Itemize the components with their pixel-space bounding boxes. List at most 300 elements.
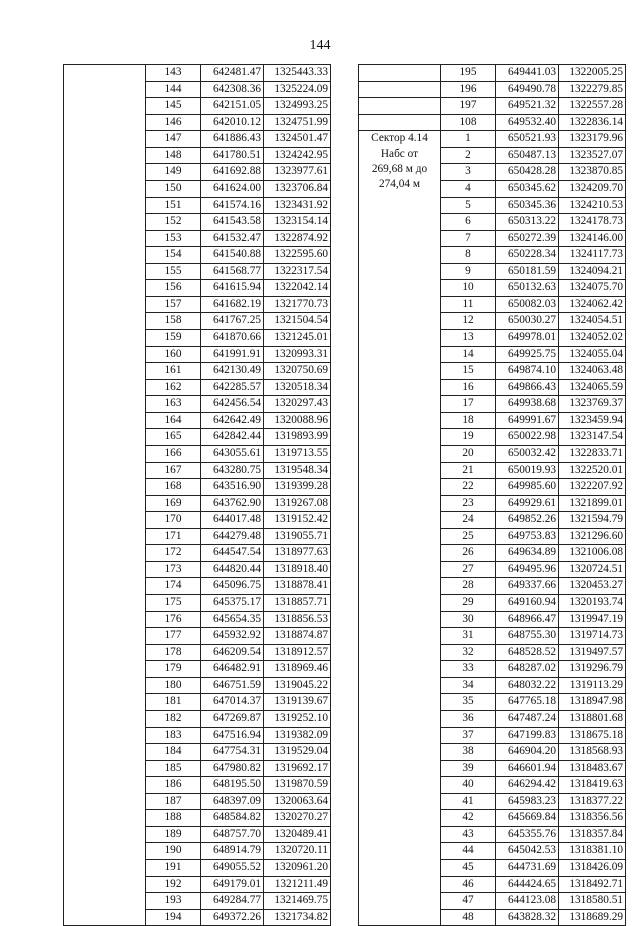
point-number: 157 bbox=[146, 296, 201, 313]
coordinate-x: 649929.61 bbox=[496, 495, 559, 512]
coordinate-x: 646601.94 bbox=[496, 760, 559, 777]
coordinate-y: 1318874.87 bbox=[264, 628, 331, 645]
coordinate-x: 647199.83 bbox=[496, 727, 559, 744]
point-number: 15 bbox=[441, 363, 496, 380]
coordinate-y: 1318356.56 bbox=[559, 810, 626, 827]
point-number: 187 bbox=[146, 793, 201, 810]
point-number: 108 bbox=[441, 114, 496, 131]
coordinate-x: 649284.77 bbox=[201, 893, 264, 910]
coordinate-y: 1318357.84 bbox=[559, 826, 626, 843]
sector-label-line: 274,04 м bbox=[378, 178, 421, 191]
coordinate-x: 648397.09 bbox=[201, 793, 264, 810]
coordinate-x: 648966.47 bbox=[496, 611, 559, 628]
coordinate-x: 650428.28 bbox=[496, 164, 559, 181]
coordinate-y: 1322279.85 bbox=[559, 81, 626, 98]
point-number: 22 bbox=[441, 479, 496, 496]
coordinates-table-left bbox=[63, 64, 331, 926]
coordinate-y: 1324501.47 bbox=[264, 131, 331, 148]
point-number: 174 bbox=[146, 578, 201, 595]
coordinate-x: 650272.39 bbox=[496, 230, 559, 247]
coordinate-x: 642151.05 bbox=[201, 98, 264, 115]
coordinate-y: 1321504.54 bbox=[264, 313, 331, 330]
coordinate-y: 1324242.95 bbox=[264, 147, 331, 164]
point-number: 144 bbox=[146, 81, 201, 98]
point-number: 17 bbox=[441, 396, 496, 413]
coordinate-y: 1319548.34 bbox=[264, 462, 331, 479]
point-number: 181 bbox=[146, 694, 201, 711]
point-number: 168 bbox=[146, 479, 201, 496]
coordinate-y: 1318947.98 bbox=[559, 694, 626, 711]
point-number: 169 bbox=[146, 495, 201, 512]
coordinate-x: 650521.93 bbox=[496, 131, 559, 148]
coordinate-x: 645932.92 bbox=[201, 628, 264, 645]
point-number: 8 bbox=[441, 247, 496, 264]
coordinate-y: 1319692.17 bbox=[264, 760, 331, 777]
coordinate-x: 649874.10 bbox=[496, 363, 559, 380]
point-number: 12 bbox=[441, 313, 496, 330]
table-row bbox=[359, 65, 626, 82]
coordinate-y: 1318689.29 bbox=[559, 909, 626, 926]
point-number: 148 bbox=[146, 147, 201, 164]
coordinate-y: 1321245.01 bbox=[264, 330, 331, 347]
point-number: 20 bbox=[441, 445, 496, 462]
coordinate-y: 1322207.92 bbox=[559, 479, 626, 496]
coordinate-x: 649521.32 bbox=[496, 98, 559, 115]
coordinate-x: 646294.42 bbox=[496, 777, 559, 794]
coordinate-x: 641532.47 bbox=[201, 230, 264, 247]
point-number: 176 bbox=[146, 611, 201, 628]
point-number: 177 bbox=[146, 628, 201, 645]
coordinate-y: 1320453.27 bbox=[559, 578, 626, 595]
coordinate-x: 649372.26 bbox=[201, 909, 264, 926]
coordinate-x: 648914.79 bbox=[201, 843, 264, 860]
coordinate-x: 650228.34 bbox=[496, 247, 559, 264]
group-cell-empty bbox=[359, 114, 441, 131]
coordinate-y: 1318878.41 bbox=[264, 578, 331, 595]
coordinate-x: 645375.17 bbox=[201, 595, 264, 612]
coordinate-y: 1323179.96 bbox=[559, 131, 626, 148]
coordinate-y: 1323431.92 bbox=[264, 197, 331, 214]
coordinate-y: 1319045.22 bbox=[264, 677, 331, 694]
coordinates-table-right bbox=[358, 64, 626, 926]
coordinate-x: 642308.36 bbox=[201, 81, 264, 98]
coordinate-y: 1318483.67 bbox=[559, 760, 626, 777]
point-number: 6 bbox=[441, 214, 496, 231]
group-cell-empty bbox=[359, 65, 441, 82]
point-number: 166 bbox=[146, 445, 201, 462]
coordinate-y: 1324210.53 bbox=[559, 197, 626, 214]
point-number: 162 bbox=[146, 379, 201, 396]
coordinate-x: 648032.22 bbox=[496, 677, 559, 694]
coordinate-y: 1318675.18 bbox=[559, 727, 626, 744]
coordinate-x: 642481.47 bbox=[201, 65, 264, 82]
point-number: 156 bbox=[146, 280, 201, 297]
coordinate-y: 1320724.51 bbox=[559, 561, 626, 578]
point-number: 153 bbox=[146, 230, 201, 247]
point-number: 1 bbox=[441, 131, 496, 148]
coordinate-x: 644017.48 bbox=[201, 512, 264, 529]
coordinate-y: 1318419.63 bbox=[559, 777, 626, 794]
coordinate-y: 1319947.19 bbox=[559, 611, 626, 628]
coordinate-y: 1323147.54 bbox=[559, 429, 626, 446]
coordinate-x: 650022.98 bbox=[496, 429, 559, 446]
coordinate-y: 1322317.54 bbox=[264, 263, 331, 280]
coordinate-x: 643055.61 bbox=[201, 445, 264, 462]
coordinate-x: 641624.00 bbox=[201, 180, 264, 197]
coordinate-y: 1319714.73 bbox=[559, 628, 626, 645]
point-number: 42 bbox=[441, 810, 496, 827]
coordinate-x: 643762.90 bbox=[201, 495, 264, 512]
coordinate-x: 645355.76 bbox=[496, 826, 559, 843]
point-number: 158 bbox=[146, 313, 201, 330]
point-number: 11 bbox=[441, 296, 496, 313]
point-number: 184 bbox=[146, 744, 201, 761]
coordinate-y: 1324062.42 bbox=[559, 296, 626, 313]
coordinate-x: 641543.58 bbox=[201, 214, 264, 231]
point-number: 185 bbox=[146, 760, 201, 777]
coordinate-x: 650313.22 bbox=[496, 214, 559, 231]
point-number: 172 bbox=[146, 545, 201, 562]
coordinate-y: 1320993.31 bbox=[264, 346, 331, 363]
point-number: 159 bbox=[146, 330, 201, 347]
coordinate-y: 1324751.99 bbox=[264, 114, 331, 131]
point-number: 150 bbox=[146, 180, 201, 197]
coordinate-y: 1318912.57 bbox=[264, 644, 331, 661]
coordinate-x: 648755.30 bbox=[496, 628, 559, 645]
point-number: 30 bbox=[441, 611, 496, 628]
point-number: 39 bbox=[441, 760, 496, 777]
point-number: 27 bbox=[441, 561, 496, 578]
coordinate-y: 1319152.42 bbox=[264, 512, 331, 529]
coordinate-y: 1325224.09 bbox=[264, 81, 331, 98]
coordinate-y: 1320063.64 bbox=[264, 793, 331, 810]
point-number: 171 bbox=[146, 528, 201, 545]
coordinate-y: 1318856.53 bbox=[264, 611, 331, 628]
point-number: 196 bbox=[441, 81, 496, 98]
point-number: 191 bbox=[146, 860, 201, 877]
coordinate-y: 1324117.73 bbox=[559, 247, 626, 264]
coordinate-y: 1321006.08 bbox=[559, 545, 626, 562]
coordinate-y: 1319382.09 bbox=[264, 727, 331, 744]
coordinate-x: 642010.12 bbox=[201, 114, 264, 131]
coordinate-x: 641870.66 bbox=[201, 330, 264, 347]
point-number: 41 bbox=[441, 793, 496, 810]
table-row bbox=[359, 131, 626, 148]
coordinate-y: 1320193.74 bbox=[559, 595, 626, 612]
point-number: 37 bbox=[441, 727, 496, 744]
point-number: 143 bbox=[146, 65, 201, 82]
coordinate-x: 649866.43 bbox=[496, 379, 559, 396]
coordinate-y: 1324075.70 bbox=[559, 280, 626, 297]
coordinate-x: 649441.03 bbox=[496, 65, 559, 82]
coordinate-x: 649852.26 bbox=[496, 512, 559, 529]
point-number: 194 bbox=[146, 909, 201, 926]
point-number: 36 bbox=[441, 710, 496, 727]
point-number: 19 bbox=[441, 429, 496, 446]
coordinate-x: 648528.52 bbox=[496, 644, 559, 661]
coordinate-x: 649753.83 bbox=[496, 528, 559, 545]
point-number: 5 bbox=[441, 197, 496, 214]
coordinate-y: 1318969.46 bbox=[264, 661, 331, 678]
coordinate-y: 1324094.21 bbox=[559, 263, 626, 280]
point-number: 182 bbox=[146, 710, 201, 727]
point-number: 48 bbox=[441, 909, 496, 926]
coordinate-y: 1320270.27 bbox=[264, 810, 331, 827]
coordinate-x: 644547.54 bbox=[201, 545, 264, 562]
coordinate-y: 1318801.68 bbox=[559, 710, 626, 727]
coordinate-y: 1322836.14 bbox=[559, 114, 626, 131]
point-number: 10 bbox=[441, 280, 496, 297]
coordinate-y: 1321594.79 bbox=[559, 512, 626, 529]
coordinate-x: 644123.08 bbox=[496, 893, 559, 910]
point-number: 179 bbox=[146, 661, 201, 678]
coordinate-x: 644731.69 bbox=[496, 860, 559, 877]
sector-label-cell bbox=[359, 131, 441, 926]
point-number: 26 bbox=[441, 545, 496, 562]
coordinate-x: 650345.62 bbox=[496, 180, 559, 197]
point-number: 43 bbox=[441, 826, 496, 843]
coordinate-y: 1323870.85 bbox=[559, 164, 626, 181]
coordinate-y: 1324178.73 bbox=[559, 214, 626, 231]
point-number: 190 bbox=[146, 843, 201, 860]
coordinate-y: 1319713.55 bbox=[264, 445, 331, 462]
coordinate-y: 1323769.37 bbox=[559, 396, 626, 413]
coordinate-x: 641692.88 bbox=[201, 164, 264, 181]
coordinate-y: 1321469.75 bbox=[264, 893, 331, 910]
coordinate-y: 1322042.14 bbox=[264, 280, 331, 297]
point-number: 31 bbox=[441, 628, 496, 645]
coordinate-x: 648287.02 bbox=[496, 661, 559, 678]
point-number: 7 bbox=[441, 230, 496, 247]
sector-label-line: 269,68 м до bbox=[371, 163, 428, 176]
coordinate-x: 641615.94 bbox=[201, 280, 264, 297]
coordinate-x: 649337.66 bbox=[496, 578, 559, 595]
coordinate-x: 649532.40 bbox=[496, 114, 559, 131]
coordinate-y: 1320297.43 bbox=[264, 396, 331, 413]
coordinate-y: 1322557.28 bbox=[559, 98, 626, 115]
table-row bbox=[359, 98, 626, 115]
coordinate-x: 650032.42 bbox=[496, 445, 559, 462]
point-number: 35 bbox=[441, 694, 496, 711]
coordinate-y: 1320961.20 bbox=[264, 860, 331, 877]
point-number: 180 bbox=[146, 677, 201, 694]
point-number: 151 bbox=[146, 197, 201, 214]
coordinate-y: 1319870.59 bbox=[264, 777, 331, 794]
coordinate-x: 644279.48 bbox=[201, 528, 264, 545]
point-number: 175 bbox=[146, 595, 201, 612]
coordinate-x: 647487.24 bbox=[496, 710, 559, 727]
point-number: 197 bbox=[441, 98, 496, 115]
point-number: 23 bbox=[441, 495, 496, 512]
coordinate-y: 1319113.29 bbox=[559, 677, 626, 694]
coordinate-x: 649179.01 bbox=[201, 876, 264, 893]
coordinate-x: 649991.67 bbox=[496, 412, 559, 429]
coordinate-y: 1322005.25 bbox=[559, 65, 626, 82]
coordinate-y: 1320088.96 bbox=[264, 412, 331, 429]
coordinate-y: 1318426.09 bbox=[559, 860, 626, 877]
point-number: 45 bbox=[441, 860, 496, 877]
coordinate-x: 649978.01 bbox=[496, 330, 559, 347]
coordinate-x: 644820.44 bbox=[201, 561, 264, 578]
coordinate-y: 1320750.69 bbox=[264, 363, 331, 380]
coordinate-y: 1324055.04 bbox=[559, 346, 626, 363]
point-number: 167 bbox=[146, 462, 201, 479]
table-row bbox=[359, 114, 626, 131]
coordinate-y: 1319296.79 bbox=[559, 661, 626, 678]
coordinate-x: 650132.63 bbox=[496, 280, 559, 297]
coordinate-x: 641991.91 bbox=[201, 346, 264, 363]
coordinate-y: 1318381.10 bbox=[559, 843, 626, 860]
coordinate-y: 1324063.48 bbox=[559, 363, 626, 380]
point-number: 18 bbox=[441, 412, 496, 429]
group-cell-empty bbox=[64, 65, 146, 926]
coordinate-x: 642130.49 bbox=[201, 363, 264, 380]
coordinate-y: 1319139.67 bbox=[264, 694, 331, 711]
coordinate-x: 643280.75 bbox=[201, 462, 264, 479]
group-cell-empty bbox=[359, 98, 441, 115]
coordinate-y: 1325443.33 bbox=[264, 65, 331, 82]
point-number: 145 bbox=[146, 98, 201, 115]
point-number: 3 bbox=[441, 164, 496, 181]
point-number: 47 bbox=[441, 893, 496, 910]
point-number: 13 bbox=[441, 330, 496, 347]
point-number: 32 bbox=[441, 644, 496, 661]
coordinate-y: 1319055.71 bbox=[264, 528, 331, 545]
point-number: 163 bbox=[146, 396, 201, 413]
coordinate-x: 648757.70 bbox=[201, 826, 264, 843]
coordinate-y: 1323977.61 bbox=[264, 164, 331, 181]
coordinate-y: 1324209.70 bbox=[559, 180, 626, 197]
coordinate-y: 1318857.71 bbox=[264, 595, 331, 612]
coordinate-x: 641682.19 bbox=[201, 296, 264, 313]
coordinate-x: 646751.59 bbox=[201, 677, 264, 694]
coordinate-x: 649985.60 bbox=[496, 479, 559, 496]
point-number: 165 bbox=[146, 429, 201, 446]
coordinate-x: 650345.36 bbox=[496, 197, 559, 214]
point-number: 146 bbox=[146, 114, 201, 131]
point-number: 4 bbox=[441, 180, 496, 197]
coordinate-x: 646904.20 bbox=[496, 744, 559, 761]
coordinate-x: 647516.94 bbox=[201, 727, 264, 744]
coordinate-x: 645096.75 bbox=[201, 578, 264, 595]
coordinate-x: 650487.13 bbox=[496, 147, 559, 164]
coordinate-x: 650030.27 bbox=[496, 313, 559, 330]
coordinate-y: 1318918.40 bbox=[264, 561, 331, 578]
coordinate-x: 641574.16 bbox=[201, 197, 264, 214]
point-number: 33 bbox=[441, 661, 496, 678]
coordinate-y: 1321770.73 bbox=[264, 296, 331, 313]
coordinate-x: 650181.59 bbox=[496, 263, 559, 280]
point-number: 193 bbox=[146, 893, 201, 910]
coordinate-x: 649160.94 bbox=[496, 595, 559, 612]
point-number: 183 bbox=[146, 727, 201, 744]
coordinate-x: 642285.57 bbox=[201, 379, 264, 396]
coordinate-x: 645042.53 bbox=[496, 843, 559, 860]
coordinate-y: 1321734.82 bbox=[264, 909, 331, 926]
coordinate-y: 1318377.22 bbox=[559, 793, 626, 810]
point-number: 2 bbox=[441, 147, 496, 164]
coordinate-y: 1319497.57 bbox=[559, 644, 626, 661]
point-number: 34 bbox=[441, 677, 496, 694]
coordinate-y: 1324065.59 bbox=[559, 379, 626, 396]
point-number: 44 bbox=[441, 843, 496, 860]
point-number: 192 bbox=[146, 876, 201, 893]
coordinate-x: 650019.93 bbox=[496, 462, 559, 479]
coordinate-x: 642456.54 bbox=[201, 396, 264, 413]
point-number: 16 bbox=[441, 379, 496, 396]
coordinate-y: 1321296.60 bbox=[559, 528, 626, 545]
coordinate-x: 647980.82 bbox=[201, 760, 264, 777]
point-number: 29 bbox=[441, 595, 496, 612]
coordinate-x: 641568.77 bbox=[201, 263, 264, 280]
coordinate-y: 1323527.07 bbox=[559, 147, 626, 164]
coordinate-y: 1320489.41 bbox=[264, 826, 331, 843]
sector-label-line: Набс от bbox=[380, 147, 419, 160]
point-number: 195 bbox=[441, 65, 496, 82]
coordinate-y: 1324052.02 bbox=[559, 330, 626, 347]
coordinate-x: 644424.65 bbox=[496, 876, 559, 893]
point-number: 186 bbox=[146, 777, 201, 794]
coordinate-x: 643828.32 bbox=[496, 909, 559, 926]
point-number: 173 bbox=[146, 561, 201, 578]
point-number: 21 bbox=[441, 462, 496, 479]
coordinate-y: 1318580.51 bbox=[559, 893, 626, 910]
page-number: 144 bbox=[309, 38, 331, 53]
coordinate-x: 645654.35 bbox=[201, 611, 264, 628]
table-row bbox=[359, 81, 626, 98]
coordinate-x: 649490.78 bbox=[496, 81, 559, 98]
coordinate-x: 649938.68 bbox=[496, 396, 559, 413]
coordinate-x: 649634.89 bbox=[496, 545, 559, 562]
coordinate-x: 645983.23 bbox=[496, 793, 559, 810]
coordinate-y: 1324054.51 bbox=[559, 313, 626, 330]
coordinate-y: 1321899.01 bbox=[559, 495, 626, 512]
coordinate-x: 650082.03 bbox=[496, 296, 559, 313]
coordinate-x: 647269.87 bbox=[201, 710, 264, 727]
point-number: 161 bbox=[146, 363, 201, 380]
table-row bbox=[64, 65, 331, 82]
coordinate-y: 1324993.25 bbox=[264, 98, 331, 115]
point-number: 38 bbox=[441, 744, 496, 761]
point-number: 160 bbox=[146, 346, 201, 363]
point-number: 24 bbox=[441, 512, 496, 529]
point-number: 14 bbox=[441, 346, 496, 363]
point-number: 46 bbox=[441, 876, 496, 893]
coordinate-y: 1322520.01 bbox=[559, 462, 626, 479]
point-number: 28 bbox=[441, 578, 496, 595]
coordinate-x: 646482.91 bbox=[201, 661, 264, 678]
point-number: 189 bbox=[146, 826, 201, 843]
coordinate-y: 1322833.71 bbox=[559, 445, 626, 462]
coordinate-y: 1318977.63 bbox=[264, 545, 331, 562]
coordinate-y: 1323706.84 bbox=[264, 180, 331, 197]
point-number: 40 bbox=[441, 777, 496, 794]
coordinate-y: 1320720.11 bbox=[264, 843, 331, 860]
coordinate-y: 1319252.10 bbox=[264, 710, 331, 727]
point-number: 188 bbox=[146, 810, 201, 827]
point-number: 155 bbox=[146, 263, 201, 280]
point-number: 154 bbox=[146, 247, 201, 264]
point-number: 152 bbox=[146, 214, 201, 231]
point-number: 147 bbox=[146, 131, 201, 148]
coordinate-x: 649055.52 bbox=[201, 860, 264, 877]
coordinate-y: 1322595.60 bbox=[264, 247, 331, 264]
point-number: 149 bbox=[146, 164, 201, 181]
coordinate-x: 646209.54 bbox=[201, 644, 264, 661]
coordinate-y: 1323459.94 bbox=[559, 412, 626, 429]
coordinate-x: 643516.90 bbox=[201, 479, 264, 496]
coordinate-x: 645669.84 bbox=[496, 810, 559, 827]
